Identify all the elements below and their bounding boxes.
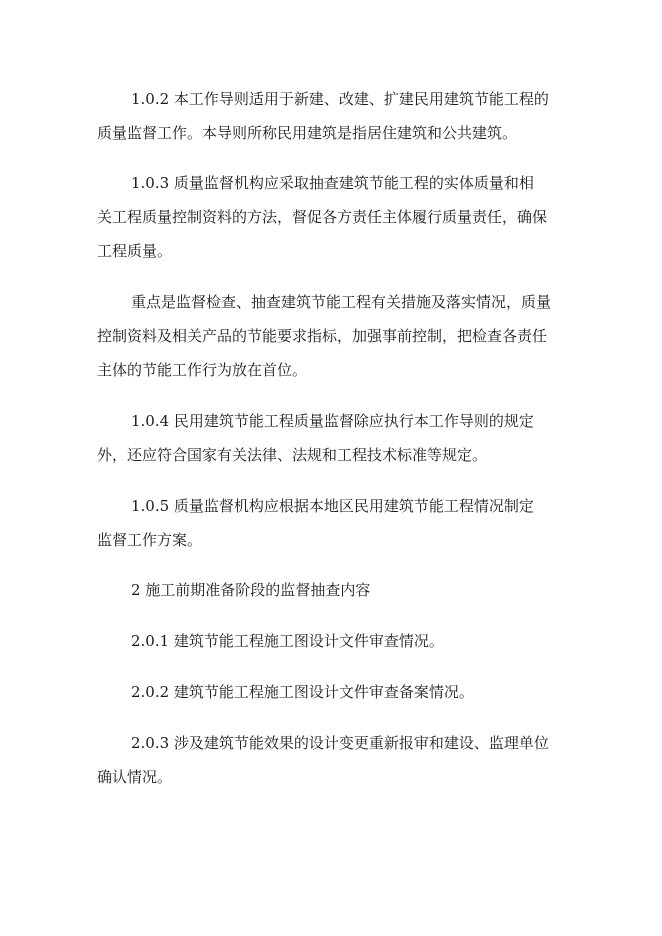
paragraph-line: 1.0.2 本工作导则适用于新建、改建、扩建民用建筑节能工程的 (131, 90, 549, 108)
paragraph-key-points (97, 285, 567, 387)
paragraph-line: 主体的节能工作行为放在首位。 (97, 361, 308, 379)
paragraph-line: 质量监督工作。本导则所称民用建筑是指居住建筑和公共建筑。 (97, 124, 518, 142)
section-heading-2 (97, 573, 567, 607)
paragraph-line: 外，还应符合国家有关法律、法规和工程技术标准等规定。 (97, 446, 488, 464)
paragraph-1-0-5 (97, 489, 567, 557)
paragraph-line: 重点是监督检查、抽查建筑节能工程有关措施及落实情况，质量 (131, 293, 552, 311)
paragraph-line: 监督工作方案。 (97, 531, 203, 549)
paragraph-line: 关工程质量控制资料的方法，督促各方责任主体履行质量责任，确保 (97, 208, 548, 226)
paragraph-1-0-3 (97, 166, 567, 268)
paragraph-line: 2.0.3 涉及建筑节能效果的设计变更重新报审和建设、监理单位 (131, 734, 549, 752)
paragraph-1-0-4 (97, 404, 567, 472)
paragraph-line: 工程质量。 (97, 242, 173, 260)
paragraph-line: 确认情况。 (97, 768, 173, 786)
paragraph-2-0-2 (97, 675, 567, 709)
paragraph-1-0-2 (97, 82, 567, 150)
paragraph-line: 1.0.5 质量监督机构应根据本地区民用建筑节能工程情况制定 (131, 497, 534, 515)
paragraph-2-0-3 (97, 726, 567, 794)
paragraph-line: 2.0.1 建筑节能工程施工图设计文件审查情况。 (131, 632, 444, 650)
heading-line: 2 施工前期准备阶段的监督抽查内容 (131, 581, 371, 599)
paragraph-line: 2.0.2 建筑节能工程施工图设计文件审查备案情况。 (131, 683, 474, 701)
paragraph-line: 控制资料及相关产品的节能要求指标，加强事前控制，把检查各责任 (97, 327, 548, 345)
paragraph-line: 1.0.3 质量监督机构应采取抽查建筑节能工程的实体质量和相 (131, 174, 534, 192)
paragraph-2-0-1 (97, 624, 567, 658)
paragraph-line: 1.0.4 民用建筑节能工程质量监督除应执行本工作导则的规定 (131, 412, 534, 430)
